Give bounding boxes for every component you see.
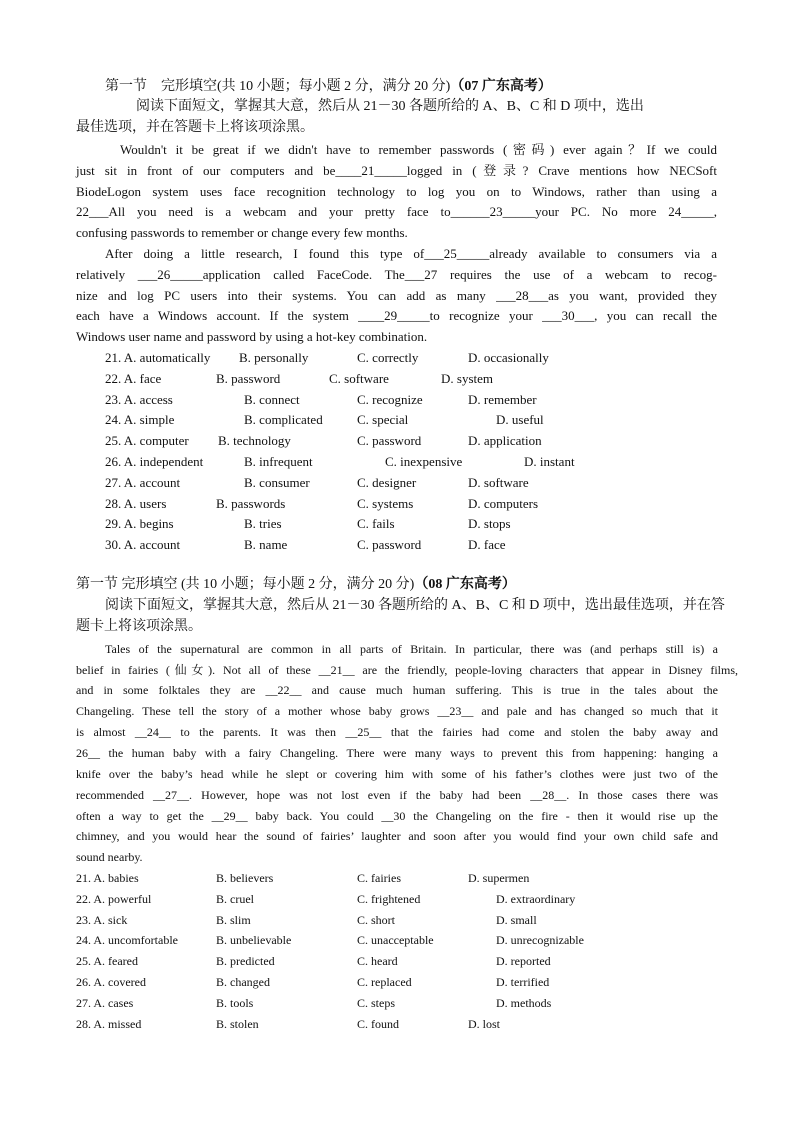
question-option-a: 24. A. uncomfortable (76, 933, 178, 947)
section2-passage-line: often a way to get the __29__ baby back. You could __30 the Changeling on the fire - then it would rise up the (76, 809, 718, 823)
question-option-b: B. passwords (216, 496, 286, 511)
section2-passage-line: and in some folktales they are __22__ and cause much human suffering. This is true in the tales about the (76, 683, 718, 697)
question-option-d: D. methods (496, 996, 552, 1010)
question-option-c: C. password (357, 433, 422, 448)
section1-passage-line: confusing passwords to remember or change every few months. (76, 225, 408, 240)
question-option-c: C. fairies (357, 871, 401, 885)
question-option-c: C. special (357, 412, 409, 427)
question-option-a: 21. A. automatically (105, 350, 211, 365)
question-option-d: D. reported (496, 954, 551, 968)
question-option-b: B. personally (239, 350, 309, 365)
section2-passage-line: is almost __24__ to the parents. It was then __25__ that the fairies had come and stolen the baby away and (76, 725, 718, 739)
section1-passage-line: just sit in front of our computers and be____21_____logged in (登录? Crave mentions how NECSoft (76, 163, 717, 178)
section2-passage-line: Changeling. These tell the story of a mother whose baby grows __23__ and pale and has changed so much that it (76, 704, 718, 718)
question-option-b: B. stolen (216, 1017, 259, 1031)
question-option-d: D. software (468, 475, 529, 490)
question-option-d: D. system (441, 371, 493, 386)
question-option-b: B. predicted (216, 954, 275, 968)
section1-heading-text: 第一节 完形填空(共 10 小题；每小题 2 分，满分 20 分) (105, 79, 451, 94)
question-option-d: D. remember (468, 392, 537, 407)
section2-passage-line: 26__ the human baby with a fairy Changeling. There were many ways to prevent this from happening: hanging a (76, 746, 718, 760)
question-option-a: 24. A. simple (105, 412, 175, 427)
section2-passage-line: belief in fairies (仙女). Not all of these __21__ are the friendly, people-loving characters that appear in Disney films, (76, 663, 738, 677)
question-option-d: D. stops (468, 516, 511, 531)
section1-passage-line: Wouldn't it be great if we didn't have to remember passwords (密码) ever again？If we could (120, 142, 717, 157)
question-option-a: 25. A. feared (76, 954, 138, 968)
question-option-d: D. instant (524, 454, 575, 469)
question-option-d: D. unrecognizable (496, 933, 584, 947)
question-option-a: 25. A. computer (105, 433, 189, 448)
question-option-b: B. cruel (216, 892, 254, 906)
question-option-b: B. infrequent (244, 454, 313, 469)
question-option-c: C. recognize (357, 392, 423, 407)
question-option-a: 22. A. powerful (76, 892, 152, 906)
question-option-b: B. name (244, 537, 288, 552)
section1-passage-line: After doing a little research, I found this type of___25_____already available to consumers via a (105, 246, 717, 261)
section2-heading-text: 第一节 完形填空 (共 10 小题；每小题 2 分，满分 20 分) (76, 577, 415, 592)
section1-passage-line: each have a Windows account. If the system ____29_____to recognize your ___30___, you can recall the (76, 308, 717, 323)
question-option-a: 28. A. users (105, 496, 167, 511)
question-option-c: C. inexpensive (385, 454, 463, 469)
question-option-c: C. software (329, 371, 389, 386)
question-option-b: B. changed (216, 975, 270, 989)
question-option-a: 26. A. covered (76, 975, 146, 989)
question-option-a: 29. A. begins (105, 516, 174, 531)
section1-heading (105, 77, 552, 97)
question-option-b: B. consumer (244, 475, 310, 490)
section1-passage-line: relatively ___26_____application called FaceCode. The___27 requires the use of a webcam to recog- (76, 267, 717, 282)
question-option-d: D. occasionally (468, 350, 549, 365)
section1-passage-line: BiodeLogon system uses face recognition technology to log you on to Windows, rather than using a (76, 184, 717, 199)
section2-tag: （08 广东高考） (414, 577, 516, 592)
question-option-d: D. lost (468, 1017, 501, 1031)
question-option-d: D. computers (468, 496, 539, 511)
section1-passage-line: 22___All you need is a webcam and your pretty face to______23_____your PC. No more 24_____, (76, 204, 717, 219)
section2-instruction-1: 阅读下面短文，掌握其大意，然后从 21－30 各题所给的 A、B、C 和 D 项中，选出最佳选项，并在答 (105, 598, 725, 613)
question-option-a: 27. A. account (105, 475, 181, 490)
question-option-c: C. found (357, 1017, 399, 1031)
question-option-c: C. designer (357, 475, 417, 490)
question-option-c: C. heard (357, 954, 398, 968)
question-option-b: B. believers (216, 871, 274, 885)
question-option-b: B. complicated (244, 412, 323, 427)
question-option-b: B. slim (216, 913, 251, 927)
question-option-a: 23. A. sick (76, 913, 128, 927)
question-option-a: 28. A. missed (76, 1017, 142, 1031)
section2-passage-line: chimney, and you would hear the sound of fairies’ laughter and soon after you would find your own child safe and (76, 829, 718, 843)
question-option-a: 23. A. access (105, 392, 173, 407)
question-option-a: 21. A. babies (76, 871, 139, 885)
question-option-c: C. replaced (357, 975, 412, 989)
section1-tag: （07 广东高考） (450, 79, 552, 94)
section2-instruction-2: 题卡上将该项涂黑。 (76, 619, 202, 634)
question-option-a: 26. A. independent (105, 454, 204, 469)
section1-instruction-1: 阅读下面短文，掌握其大意，然后从 21－30 各题所给的 A、B、C 和 D 项中，选出 (136, 99, 644, 114)
question-option-d: D. supermen (468, 871, 530, 885)
section2-passage-line: recommended __27__. However, hope was not lost even if the baby had been __28__. In those cases there was (76, 788, 718, 802)
question-option-d: D. face (468, 537, 506, 552)
question-option-d: D. extraordinary (496, 892, 576, 906)
question-option-b: B. password (216, 371, 281, 386)
section2-passage-line: Tales of the supernatural are common in all parts of Britain. In particular, there was (and perhaps still is) a (105, 642, 718, 656)
question-option-c: C. frightened (357, 892, 421, 906)
question-option-b: B. tries (244, 516, 282, 531)
section1-instruction-2: 最佳选项，并在答题卡上将该项涂黑。 (76, 120, 314, 135)
question-option-b: B. unbelievable (216, 933, 292, 947)
question-option-b: B. connect (244, 392, 300, 407)
question-option-a: 22. A. face (105, 371, 162, 386)
question-option-c: C. unacceptable (357, 933, 434, 947)
question-option-b: B. tools (216, 996, 254, 1010)
question-option-c: C. password (357, 537, 422, 552)
section2-passage-line: knife over the baby’s head while he slept or covering him with some of his father’s clothes were just two of the (76, 767, 718, 781)
question-option-c: C. steps (357, 996, 396, 1010)
question-option-a: 27. A. cases (76, 996, 134, 1010)
question-option-a: 30. A. account (105, 537, 181, 552)
question-option-c: C. fails (357, 516, 395, 531)
question-option-c: C. short (357, 913, 396, 927)
question-option-c: C. correctly (357, 350, 419, 365)
section1-passage-line: Windows user name and password by using a hot-key combination. (76, 329, 428, 344)
question-option-d: D. terrified (496, 975, 550, 989)
question-option-c: C. systems (357, 496, 414, 511)
section1-passage-line: nize and log PC users into their systems. You can add as many ___28___as you want, provided they (76, 288, 717, 303)
question-option-d: D. application (468, 433, 542, 448)
question-option-d: D. small (496, 913, 537, 927)
section2-heading (76, 575, 516, 595)
section2-passage-line: sound nearby. (76, 850, 143, 864)
question-option-b: B. technology (218, 433, 291, 448)
question-option-d: D. useful (496, 412, 544, 427)
